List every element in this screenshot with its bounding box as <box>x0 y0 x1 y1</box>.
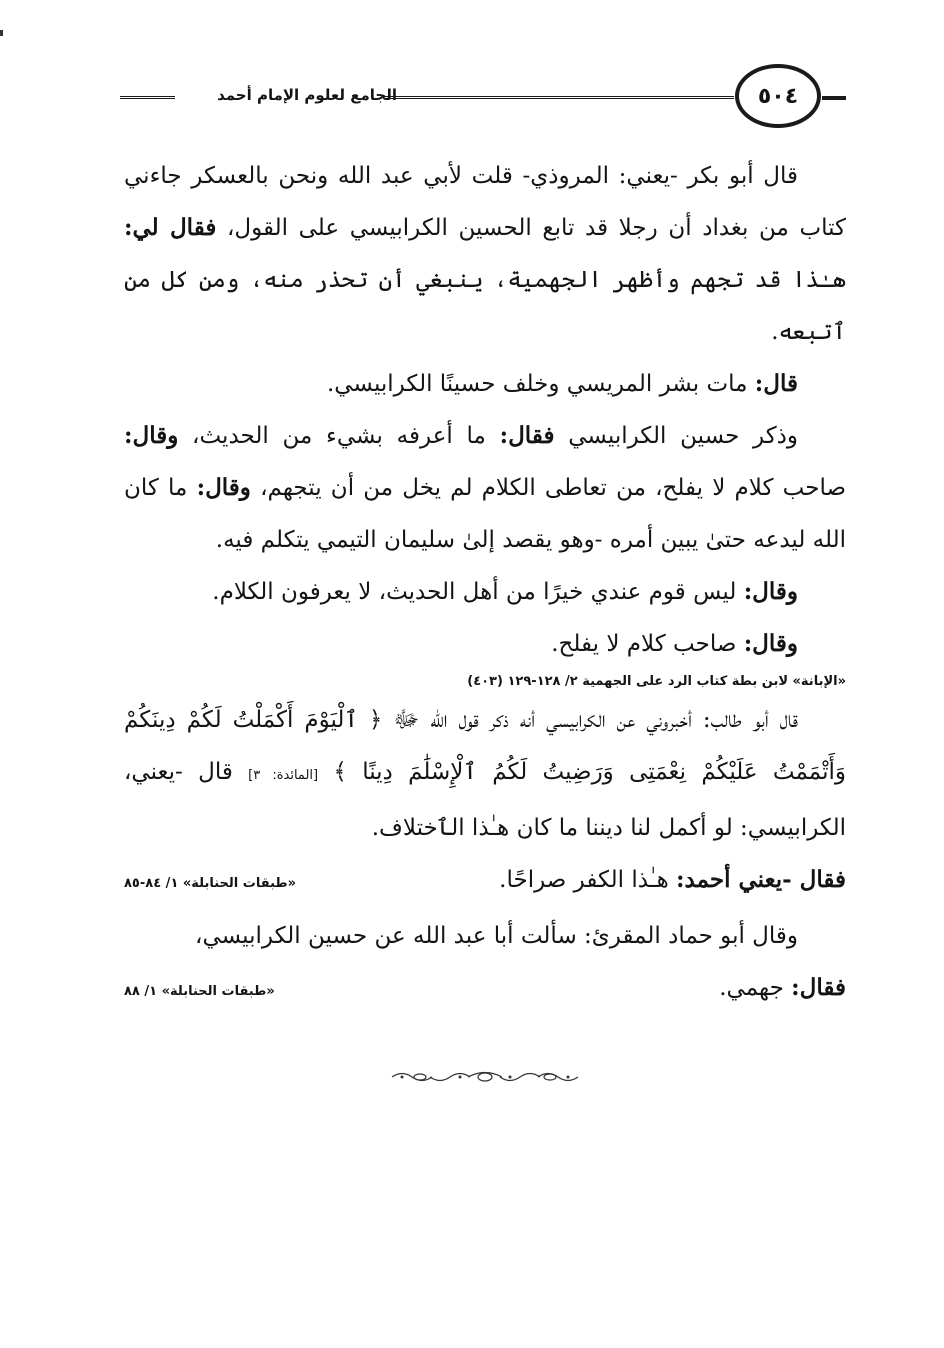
speaker-label: فقال: <box>791 974 846 1001</box>
source-citation-1: «الإبانة» لابن بطة كتاب الرد على الجهمية ٢/ ١٢٨-١٢٩ (٤٠٣) <box>467 674 846 689</box>
paragraph-text: قال أبو طالب: أخبروني عن الكرابيسي أنه ذكر قول الله ﷻ <box>393 707 798 733</box>
header-rule-middle <box>384 96 734 99</box>
header-rule-left <box>120 96 175 99</box>
paragraph-text: ليس قوم عندي خيرًا من أهل الحديث، لا يعرفون الكلام. <box>212 579 737 605</box>
speaker-label: وقال: <box>124 422 179 449</box>
paragraph-6-end <box>499 854 846 906</box>
header-rule-right <box>822 96 846 100</box>
paragraph-text: مات بشر المريسي وخلف حسينًا الكرابيسي. <box>326 371 748 397</box>
source-citation-2: «طبقات الحنابلة» ١/ ٨٤-٨٥ <box>124 876 297 891</box>
source-citation-3: «طبقات الحنابلة» ١/ ٨٨ <box>124 984 275 999</box>
page-number: ٥٠٤ <box>757 83 799 109</box>
paragraph-7 <box>124 910 846 962</box>
paragraph-text: وقال أبو حماد المقرئ: سألت أبا عبد الله عن حسين الكرابيسي، <box>195 923 798 949</box>
quran-verse: ﴿ ٱلْيَوْمَ أَكْمَلْتُ لَكُمْ دِينَكُمْ وَأَتْمَمْتُ عَلَيْكُمْ نِعْمَتِى وَرَضِيتُ لَكُمُ ٱلْإِسْلَٰمَ دِينًا ﴾ <box>124 707 846 785</box>
paragraph-1 <box>124 150 846 358</box>
paragraph-6-last-line <box>124 854 846 910</box>
page-number-badge <box>735 64 821 128</box>
speaker-label: قال: <box>754 370 798 397</box>
running-title: الجامع لعلوم الإمام أحمد <box>217 86 397 104</box>
verse-reference: [المائدة: ٣] <box>248 768 319 783</box>
paragraph-3 <box>124 410 846 566</box>
speaker-label: وقال: <box>743 630 798 657</box>
paragraph-text: ما أعرفه بشيء من الحديث، <box>192 423 486 449</box>
paragraph-text: قال أبو بكر -يعني: المروذي- قلت لأبي عبد الله ونحن بالعسكر جاءني كتاب من بغداد أن رجلا قد تابع الحسين الكرابيسي على القول، <box>124 163 846 241</box>
paragraph-text: ما كان الله ليدعه حتىٰ يبين أمره -وهو يقصد إلىٰ سليمان التيمي يتكلم فيه. <box>124 475 846 553</box>
paragraph-text: صاحب كلام لا يفلح، من تعاطى الكلام لم يخل من أن يتجهم، <box>260 475 847 501</box>
page-body <box>124 150 846 1018</box>
paragraph-5 <box>124 618 846 670</box>
speaker-label: وقال: <box>743 578 798 605</box>
speaker-label: وقال: <box>196 474 251 501</box>
paragraph-2 <box>124 358 846 410</box>
page-header <box>0 0 944 160</box>
paragraph-text: صاحب كلام لا يفلح. <box>551 631 737 657</box>
paragraph-text: هـٰذا الكفر صراحًا. <box>499 867 669 893</box>
paragraph-text: قال -يعني، الكرابيسي: لو أكمل لنا ديننا ما كان هـٰذا الٱختلاف. <box>124 759 846 841</box>
paragraph-7-end <box>719 962 846 1014</box>
paragraph-text: وذكر حسين الكرابيسي <box>568 423 799 449</box>
speaker-label: فقال: <box>499 422 555 449</box>
divider-ornament-icon <box>390 1068 580 1086</box>
speaker-label: فقال لي: <box>124 214 217 241</box>
paragraph-text: جهمي. <box>719 975 784 1001</box>
paragraph-6 <box>124 694 846 854</box>
paragraph-7-last-line <box>124 962 846 1018</box>
paragraph-4 <box>124 566 846 618</box>
paragraph-text: هـٰذا قد تجهم وأظهر الجهمية، ينبغي أن تحذر منه، ومن كل من ٱتبعه. <box>124 267 846 345</box>
speaker-label: فقال -يعني أحمد: <box>676 866 846 893</box>
